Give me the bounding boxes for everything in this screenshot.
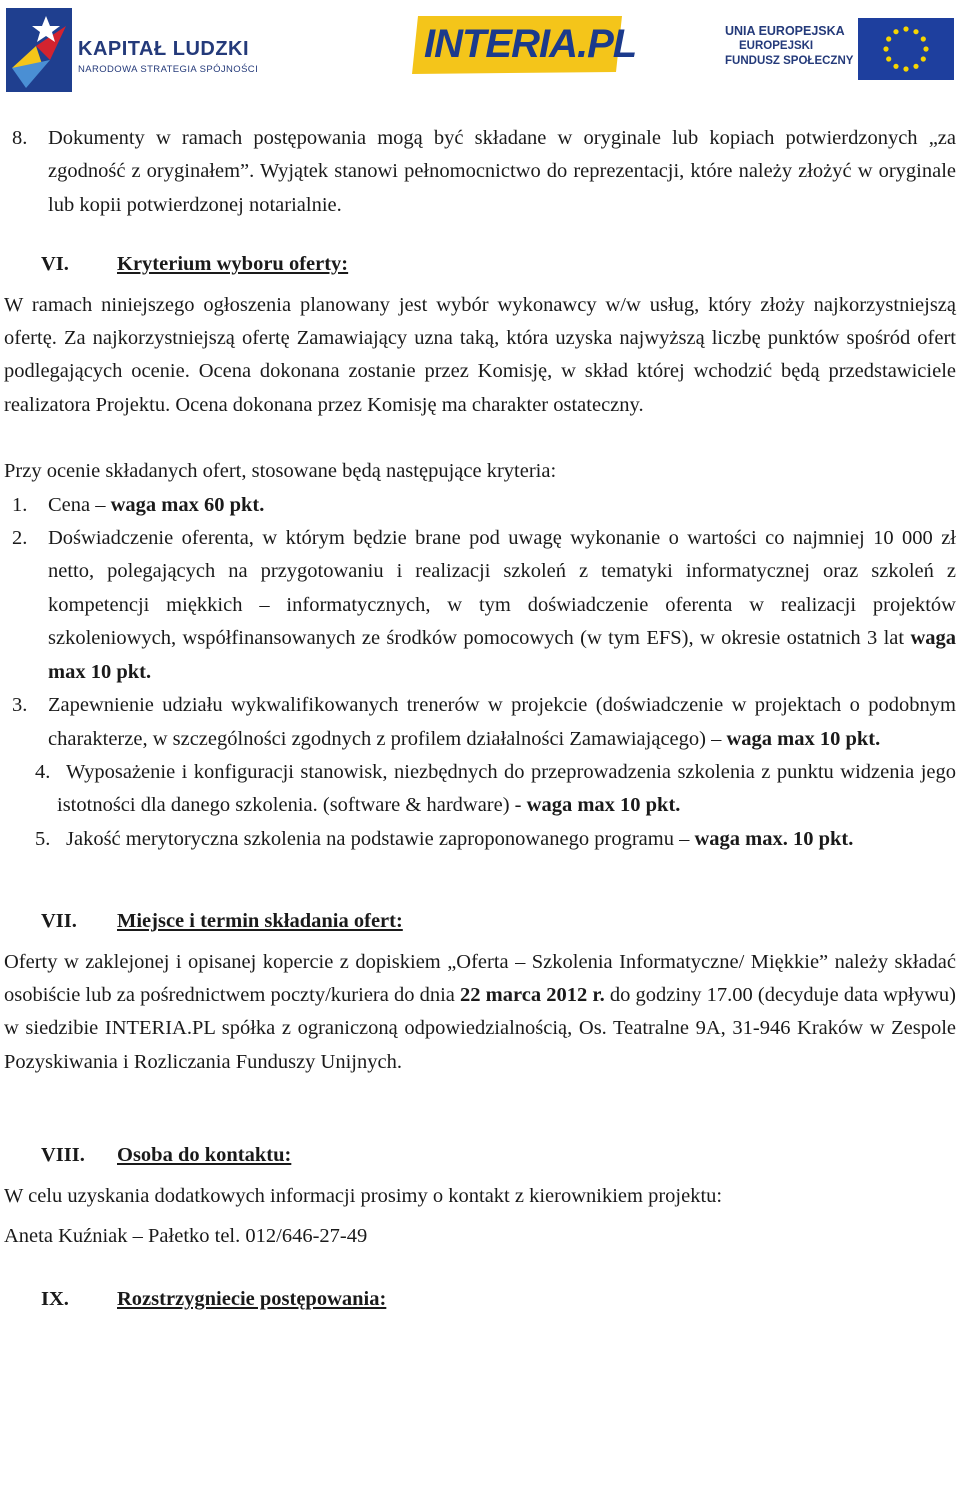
section-7-paragraph bbox=[4, 946, 956, 1080]
criterion-1-number: 1. bbox=[12, 493, 28, 516]
eu-flag-icon bbox=[858, 18, 954, 80]
section-7-heading bbox=[41, 905, 956, 938]
criterion-5-text: Jakość merytoryczna szkolenia na podstawie zaproponowanego programu – bbox=[66, 827, 695, 850]
eu-line-1: UNIA EUROPEJSKA bbox=[725, 24, 845, 38]
kapital-ludzki-logo bbox=[6, 8, 276, 92]
criterion-1 bbox=[8, 489, 956, 522]
criterion-3 bbox=[8, 689, 956, 756]
document-body bbox=[4, 122, 956, 1317]
section-7-text-before: Oferty w zaklejonej i opisanej kopercie z dopiskiem „Oferta – Szkolenia Informatyczne/ Miękkie” należy składać osobiście lub za pośrednictwem poczty/kuriera do dnia bbox=[4, 950, 956, 1006]
section-8-title: Osoba do kontaktu: bbox=[117, 1144, 292, 1167]
eu-text-block bbox=[725, 24, 853, 69]
section-8-heading bbox=[41, 1139, 956, 1172]
criterion-4-text: Wyposażenie i konfiguracji stanowisk, niezbędnych do przeprowadzenia szkolenia z punktu widzenia jego istotności dla danego szkolenia. (software & hardware) - bbox=[57, 760, 956, 817]
criterion-2-number: 2. bbox=[12, 527, 28, 550]
section-6-heading bbox=[41, 248, 956, 281]
document-header bbox=[0, 0, 960, 100]
criterion-2 bbox=[8, 522, 956, 689]
eu-line-2: EUROPEJSKI bbox=[739, 40, 814, 52]
section-8-numeral: VIII. bbox=[41, 1144, 85, 1167]
section-8-paragraph: W celu uzyskania dodatkowych informacji prosimy o kontakt z kierownikiem projektu: bbox=[4, 1184, 723, 1207]
kapital-ludzki-subtitle: NARODOWA STRATEGIA SPÓJNOŚCI bbox=[78, 64, 259, 75]
criterion-2-text: Doświadczenie oferenta, w którym będzie brane pod uwagę wykonanie o wartości co najmniej 10 000 zł netto, polegających na przygotowaniu i realizacji szkoleń z tematyki informatycznej oraz szkoleń z kompetencji miękkich – informatycznych, w tym doświadczenie oferenta w realizacji projektów szkoleniowych, współfinansowanych ze środków pomocowych (w tym EFS), w okresie ostatnich 3 lat bbox=[48, 527, 956, 650]
interia-wordmark: INTERIA.PL bbox=[424, 22, 637, 66]
interia-logo bbox=[410, 14, 637, 76]
section-7-deadline-date: 22 marca 2012 r. bbox=[460, 983, 605, 1006]
section-9-title: Rozstrzygniecie postępowania: bbox=[117, 1288, 387, 1311]
section-6-title: Kryterium wyboru oferty: bbox=[117, 253, 349, 276]
eu-logo bbox=[700, 0, 958, 95]
criterion-1-text: Cena – bbox=[48, 493, 111, 516]
section-6-paragraph: W ramach niniejszego ogłoszenia planowany jest wybór wykonawcy w/w usług, który złoży najkorzystniejszą ofertę. Za najkorzystniejszą ofertę Zamawiający uzna taką, która uzyska najwyższą liczbę punktów spośród ofert podlegających ocenie. Ocena dokonana zostanie przez Komisję, w skład której wchodzić będą przedstawiciele realizatora Projektu. Ocena dokonana przez Komisję ma charakter ostateczny. bbox=[4, 293, 956, 416]
section-9-heading bbox=[41, 1283, 956, 1316]
item-8-text: Dokumenty w ramach postępowania mogą być składane w oryginale lub kopiach potwierdzonych „za zgodność z oryginałem”. Wyjątek stanowi pełnomocnictwo do reprezentacji, które należy złożyć w oryginale lub kopii potwierdzonej notarialnie. bbox=[48, 127, 956, 216]
eu-line-3: FUNDUSZ SPOŁECZNY bbox=[725, 55, 854, 67]
criterion-4-weight: waga max 10 pkt. bbox=[526, 794, 681, 817]
section-6-numeral: VI. bbox=[41, 253, 69, 276]
section-7-title: Miejsce i termin składania ofert: bbox=[117, 910, 403, 933]
criterion-5-weight: waga max. 10 pkt. bbox=[694, 827, 854, 850]
item-8 bbox=[8, 122, 956, 222]
criterion-3-weight: waga max 10 pkt. bbox=[726, 727, 881, 750]
item-8-number: 8. bbox=[12, 127, 28, 149]
criterion-5 bbox=[4, 823, 956, 856]
section-7-text-after: do godziny 17.00 (decyduje data wpływu) w siedzibie INTERIA.PL spółka z ograniczoną odpowiedzialnością, Os. Teatralne 9A, 31-946 Kraków w Zespole Pozyskiwania i Rozliczania Funduszy Unijnych. bbox=[4, 983, 957, 1073]
criterion-4 bbox=[4, 756, 956, 823]
criteria-intro: Przy ocenie składanych ofert, stosowane będą następujące kryteria: bbox=[4, 460, 557, 483]
criterion-3-number: 3. bbox=[12, 694, 28, 717]
criterion-2-weight: waga max 10 pkt. bbox=[48, 627, 956, 683]
contact-person: Aneta Kuźniak – Pałetko tel. 012/646-27-49 bbox=[4, 1224, 368, 1247]
kapital-ludzki-name: KAPITAŁ LUDZKI bbox=[78, 38, 250, 60]
criterion-3-text: Zapewnienie udziału wykwalifikowanych trenerów w projekcie (doświadczenie w projektach o podobnym charakterze, w szczególności zgodnych z profilem działalności Zamawiającego) – bbox=[48, 694, 956, 750]
kapital-ludzki-emblem-icon bbox=[6, 8, 72, 92]
criterion-5-number: 5. bbox=[35, 827, 51, 850]
section-7-numeral: VII. bbox=[41, 910, 77, 933]
section-9-numeral: IX. bbox=[41, 1288, 69, 1311]
criterion-4-number: 4. bbox=[35, 760, 51, 783]
criterion-1-weight: waga max 60 pkt. bbox=[110, 493, 265, 516]
